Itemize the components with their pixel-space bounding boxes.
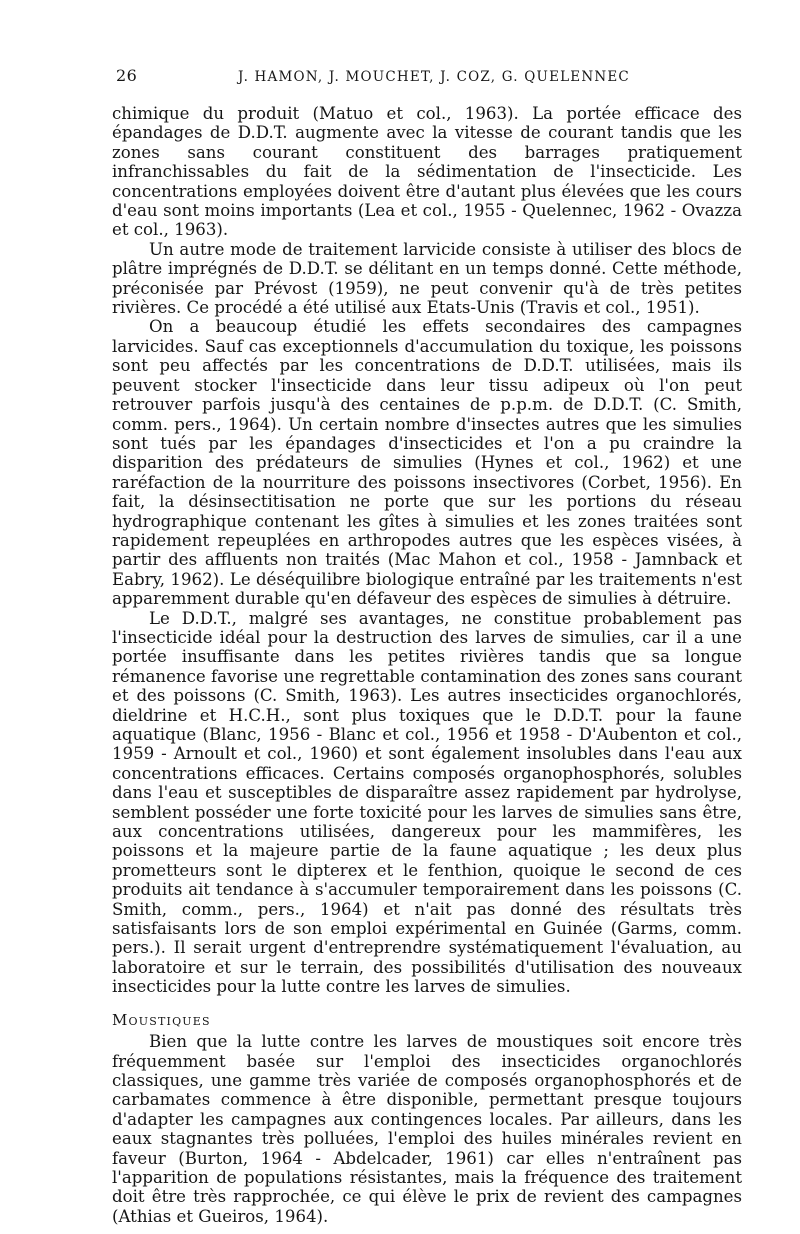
paragraph-mosquito-larvae: Bien que la lutte contre les larves de moustiques soit encore très fréquemment basée sur l'emploi des insecticides organochlorés classiques, une gamme très variée de composés organophosphorés et de carbamates commence à être disponible, permettant presque toujours d'adapter les campagnes aux contingences locales. Par ailleurs, dans les eaux stagnantes très polluées, l'emploi des huiles minérales revient en faveur (Burton, 1964 - Abdelcader, 1961) car elles n'entraînent pas l'apparition de populations résistantes, mais la fréquence des traitement doit être très rapprochée, ce qui élève le prix de revient des campagnes (Athias et Gueiros, 1964).: [112, 1032, 742, 1226]
running-head-authors: J. HAMON, J. MOUCHET, J. COZ, G. QUELENNEC: [238, 69, 630, 85]
paragraph-plaster-blocks: Un autre mode de traitement larvicide consiste à utiliser des blocs de plâtre imprégnés de D.D.T. se délitant en un temps donné. Cette méthode, préconisée par Prévost (1959), ne peut convenir qu'à de très petites rivières. Ce procédé a été utilisé aux Etats-Unis (Travis et col., 1951).: [112, 239, 742, 318]
paragraph-ddt-alternatives: Le D.D.T., malgré ses avantages, ne constitue probablement pas l'insecticide idéal pour la destruction des larves de simulies, car il a une portée insuffisante dans les petites rivières tandis que sa longue rémanence favorise une regrettable contamination des zones sans courant et des poissons (C. Smith, 1963). Les autres insecticides organochlorés, dieldrine et H.C.H., sont plus toxiques que le D.D.T. pour la faune aquatique (Blanc, 1956 - Blanc et col., 1956 et 1958 - D'Aubenton et col., 1959 - Arnoult et col., 1960) et sont également insolubles dans l'eau aux concentrations efficaces. Certains composés organophosphorés, solubles dans l'eau et susceptibles de disparaître assez rapidement par hydrolyse, semblent posséder une forte toxicité pour les larves de simulies sans être, aux concentrations utilisées, dangereux pour les mammifères, les poissons et la majeure partie de la faune aquatique ; les deux plus prometteurs sont le dipterex et le fenthion, quoique le second de ces produits ait tendance à s'accumuler temporairement dans les poissons (C. Smith, comm., pers., 1964) et n'ait pas donné des résultats très satisfaisants lors de son emploi expérimental en Guinée (Garms, comm. pers.). Il serait urgent d'entreprendre systématiquement l'évaluation, au laboratoire et sur le terrain, des possibilités d'utilisation des nouveaux insecticides pour la lutte contre les larves de simulies.: [112, 608, 742, 997]
paragraph-ddt-efficacy: chimique du produit (Matuo et col., 1963). La portée efficace des épandages de D.D.T. augmente avec la vitesse de courant tandis que les zones sans courant constituent des barrages pratiquement infranchissables du fait de la sédimentation de l'insecticide. Les concentrations employées doivent être d'autant plus élevées que les cours d'eau sont moins importants (Lea et col., 1955 - Quelennec, 1962 - Ovazza et col., 1963).: [112, 104, 742, 240]
article-body: [112, 104, 742, 1226]
page-number: 26: [116, 66, 138, 85]
page-header: [116, 66, 752, 94]
section-heading-moustiques: Moustiques: [112, 1010, 211, 1029]
paragraph-secondary-effects: On a beaucoup étudié les effets secondaires des campagnes larvicides. Sauf cas exceptionnels d'accumulation du toxique, les poissons sont peu affectés par les concentrations de D.D.T. utilisées, mais ils peuvent stocker l'insecticide dans leur tissu adipeux où l'on peut retrouver parfois jusqu'à des centaines de p.p.m. de D.D.T. (C. Smith, comm. pers., 1964). Un certain nombre d'insectes autres que les simulies sont tués par les épandages d'insecticides et l'on a pu craindre la disparition des prédateurs de simulies (Hynes et col., 1962) et une raréfaction de la nourriture des poissons insectivores (Corbet, 1956). En fait, la désinsectitisation ne porte que sur les portions du réseau hydrographique contenant les gîtes à simulies et les zones traitées sont rapidement repeuplées en arthropodes autres que les espèces visées, à partir des affluents non traités (Mac Mahon et col., 1958 - Jamnback et Eabry, 1962). Le déséquilibre biologique entraîné par les traitements n'est apparemment durable qu'en défaveur des espèces de simulies à détruire.: [112, 317, 742, 609]
